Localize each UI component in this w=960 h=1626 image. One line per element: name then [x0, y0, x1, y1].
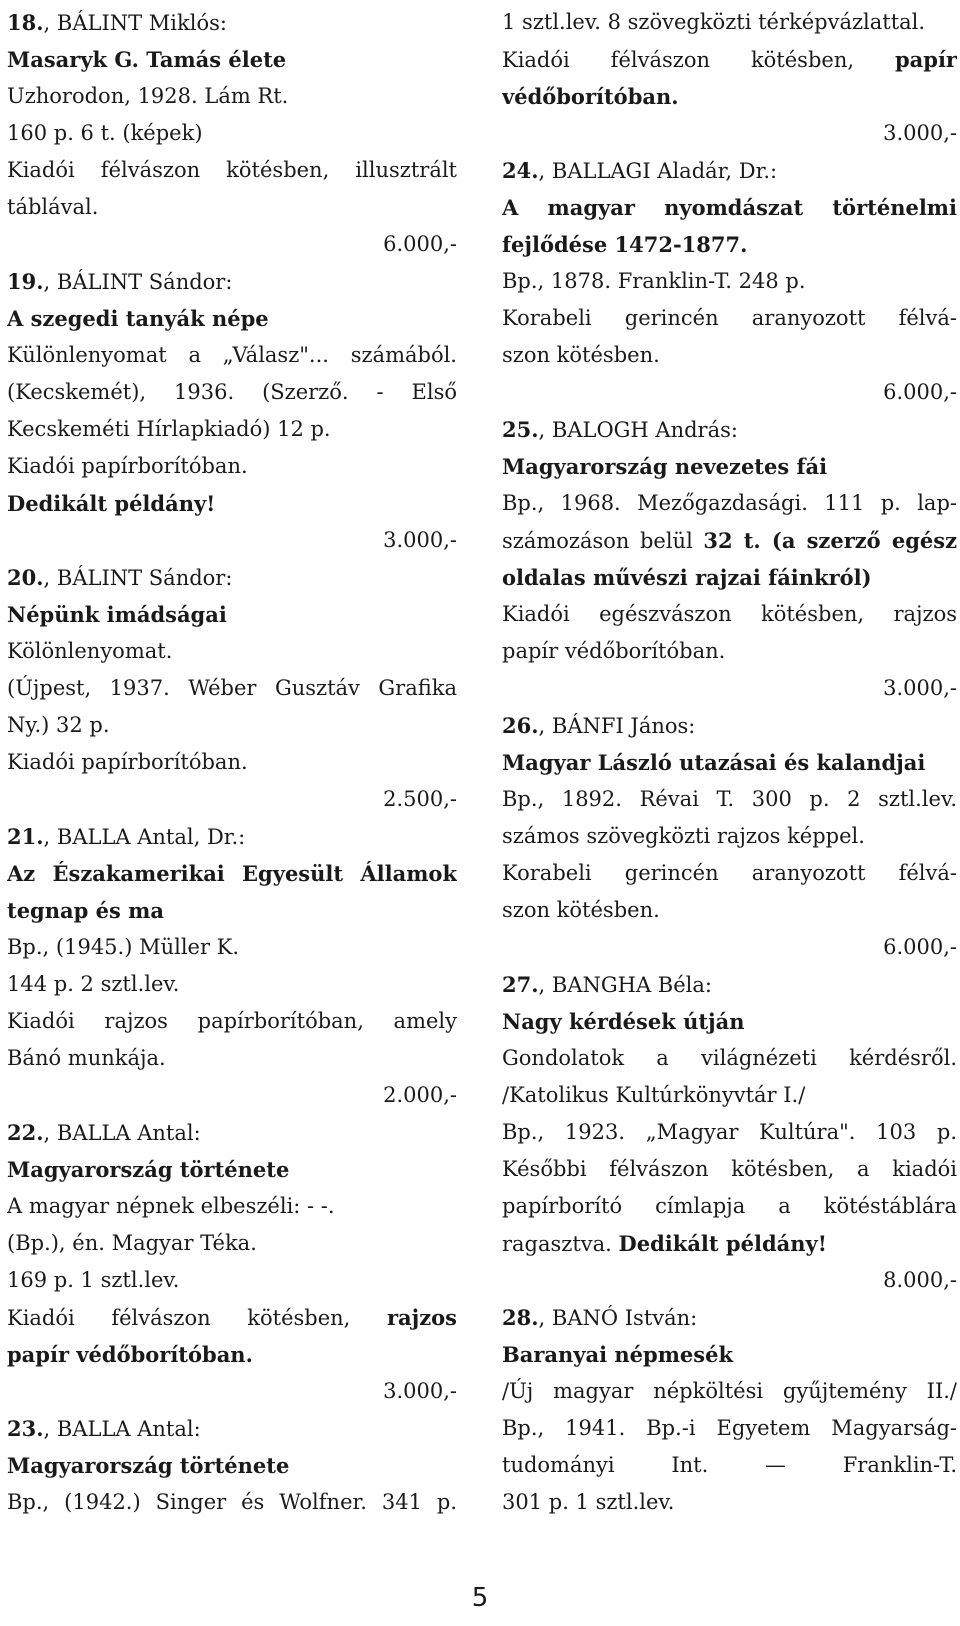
- entry-heading: [502, 411, 957, 448]
- entry-title-line: tegnap és ma: [7, 898, 164, 923]
- entry-text-line: (Bp.), én. Magyar Téka.: [7, 1231, 257, 1255]
- entry-text-line: (Kecskemét), 1936. (Szerző. - Első: [7, 380, 457, 404]
- entry-title-line: oldalas művészi rajzai fáinkról): [502, 565, 872, 590]
- entry-text-line: Különlenyomat a „Válasz"... számából.: [7, 343, 457, 367]
- entry-title-line: papír védőborítóban.: [7, 1342, 253, 1367]
- entry-text-line: 301 p. 1 sztl.lev.: [502, 1490, 675, 1514]
- entry-text-line: papír védőborítóban.: [502, 639, 726, 663]
- entry-title-line: Baranyai népmesék: [502, 1342, 734, 1367]
- entry-title-line: Nagy kérdések útján: [502, 1009, 745, 1034]
- entry-text-line: Későbbi félvászon kötésben, a kiadói: [502, 1157, 957, 1181]
- entry-text-line: Kiadói félvászon kötésben, illusztrált: [7, 158, 457, 182]
- entry-text-line: Kiadói rajzos papírborítóban, amely: [7, 1009, 457, 1033]
- entry-heading: [502, 1299, 957, 1336]
- entry-text-line: Kölönlenyomat.: [7, 639, 173, 663]
- entry-text-line: A magyar népnek elbeszéli: - -.: [7, 1194, 335, 1218]
- line-text-bold: Dedikált példány!: [618, 1231, 827, 1256]
- entry-text-line: Ny.) 32 p.: [7, 713, 110, 737]
- entry-title-line: Magyarország története: [7, 1157, 290, 1182]
- entry-author: , BÁNFI János:: [538, 714, 696, 738]
- entry-text-line: táblával.: [7, 195, 99, 219]
- entry-heading: [7, 1410, 457, 1447]
- entry-author: , BALLAGI Aladár, Dr.:: [538, 159, 778, 183]
- entry-text-line: Bp., 1923. „Magyar Kultúra". 103 p.: [502, 1120, 957, 1144]
- entry-number: 19.: [7, 269, 44, 294]
- entry-title-line: Magyarország története: [7, 1453, 290, 1478]
- line-text-bold: papír: [894, 47, 957, 72]
- entry-author: , BALLA Antal, Dr.:: [43, 825, 246, 849]
- entry-text-line: számos szövegközti rajzos képpel.: [502, 824, 865, 848]
- entry-text-line: Kiadói egészvászon kötésben, rajzos: [502, 602, 957, 626]
- entry-text-line: Bp., (1942.) Singer és Wolfner. 341 p.: [7, 1490, 457, 1514]
- line-text-bold: 32 t. (a szerző egész: [703, 528, 957, 553]
- line-text: számozáson belül: [502, 529, 704, 553]
- entry-title-line: Az Északamerikai Egyesült Államok: [7, 861, 457, 886]
- price: 3.000,-: [883, 121, 957, 145]
- entry-text-line: (Újpest, 1937. Wéber Gusztáv Grafika: [7, 676, 457, 700]
- entry-text-line: szon kötésben.: [502, 898, 660, 922]
- entry-heading: [502, 966, 957, 1003]
- entry-text-line: Bánó munkája.: [7, 1046, 166, 1070]
- entry-text-line: [7, 1299, 457, 1336]
- entry-text-line: Kecskeméti Hírlapkiadó) 12 p.: [7, 417, 331, 441]
- entry-heading: [7, 818, 457, 855]
- price: 2.000,-: [383, 1083, 457, 1107]
- entry-author: , BANÓ István:: [538, 1306, 698, 1330]
- entry-author: , BÁLINT Miklós:: [43, 11, 227, 35]
- entry-number: 28.: [502, 1305, 539, 1330]
- entry-title-line: Masaryk G. Tamás élete: [7, 47, 287, 72]
- price: 3.000,-: [383, 1379, 457, 1403]
- price: 3.000,-: [383, 528, 457, 552]
- entry-number: 21.: [7, 824, 44, 849]
- entry-heading: [7, 4, 457, 41]
- entry-text-line: 160 p. 6 t. (képek): [7, 121, 203, 145]
- entry-heading: [7, 559, 457, 596]
- entry-text-line: tudományi Int. — Franklin-T.: [502, 1453, 957, 1477]
- entry-text-line: 1 sztl.lev. 8 szövegközti térképvázlattal.: [502, 10, 926, 34]
- entry-text-line: [502, 41, 957, 78]
- entry-number: 18.: [7, 10, 44, 35]
- entry-text-line: /Új magyar népköltési gyűjtemény II./: [502, 1379, 957, 1403]
- entry-text-line: Bp., 1968. Mezőgazdasági. 111 p. lap-: [502, 491, 957, 515]
- entry-title-line: védőborítóban.: [502, 84, 679, 109]
- entry-text-line: Uzhorodon, 1928. Lám Rt.: [7, 84, 289, 108]
- entry-author: , BANGHA Béla:: [538, 973, 712, 997]
- price: 6.000,-: [883, 935, 957, 959]
- entry-number: 22.: [7, 1120, 44, 1145]
- entry-text-line: papírborító címlapja a kötéstáblára: [502, 1194, 957, 1218]
- entry-number: 26.: [502, 713, 539, 738]
- entry-number: 20.: [7, 565, 44, 590]
- line-text: Kiadói félvászon kötésben,: [7, 1306, 387, 1330]
- entry-number: 23.: [7, 1416, 44, 1441]
- entry-text-line: szon kötésben.: [502, 343, 660, 367]
- entry-number: 25.: [502, 417, 539, 442]
- entry-number: 27.: [502, 972, 539, 997]
- entry-text-line: [502, 1225, 957, 1262]
- entry-title-line: Magyar László utazásai és kalandjai: [502, 750, 926, 775]
- entry-text-line: [502, 522, 957, 559]
- entry-author: , BALOGH András:: [538, 418, 738, 442]
- entry-author: , BALLA Antal:: [43, 1121, 201, 1145]
- entry-text-line: Korabeli gerincén aranyozott félvá-: [502, 306, 957, 330]
- entry-number: 24.: [502, 158, 539, 183]
- entry-text-line: Bp., 1941. Bp.-i Egyetem Magyarság-: [502, 1416, 957, 1440]
- entry-title-line: Népünk imádságai: [7, 602, 227, 627]
- entry-title-line: fejlődése 1472-1877.: [502, 232, 748, 257]
- entry-title-line: Magyarország nevezetes fái: [502, 454, 828, 479]
- entry-text-line: 144 p. 2 sztl.lev.: [7, 972, 180, 996]
- entry-heading: [502, 707, 957, 744]
- entry-text-line: Bp., 1892. Révai T. 300 p. 2 sztl.lev.: [502, 787, 957, 811]
- catalog-column-right: [502, 4, 957, 1521]
- line-text: ragasztva.: [502, 1232, 619, 1256]
- entry-author: , BÁLINT Sándor:: [43, 270, 233, 294]
- entry-author: , BÁLINT Sándor:: [43, 566, 233, 590]
- entry-author: , BALLA Antal:: [43, 1417, 201, 1441]
- price: 3.000,-: [883, 676, 957, 700]
- entry-text-line: 169 p. 1 sztl.lev.: [7, 1268, 180, 1292]
- entry-heading: [7, 263, 457, 300]
- price: 8.000,-: [883, 1268, 957, 1292]
- line-text: Kiadói félvászon kötésben,: [502, 48, 895, 72]
- entry-text-line: Kiadói papírborítóban.: [7, 454, 248, 478]
- page-number: 5: [471, 1583, 489, 1613]
- entry-text-line: Bp., (1945.) Müller K.: [7, 935, 240, 959]
- entry-heading: [7, 1114, 457, 1151]
- entry-title-line: Dedikált példány!: [7, 491, 216, 516]
- price: 6.000,-: [383, 232, 457, 256]
- entry-text-line: Gondolatok a világnézeti kérdésről.: [502, 1046, 957, 1070]
- entry-text-line: /Katolikus Kultúrkönyvtár I./: [502, 1083, 806, 1107]
- entry-text-line: Korabeli gerincén aranyozott félvá-: [502, 861, 957, 885]
- entry-text-line: Bp., 1878. Franklin-T. 248 p.: [502, 269, 806, 293]
- line-text-bold: rajzos: [386, 1305, 457, 1330]
- catalog-column-left: [7, 4, 457, 1521]
- price: 2.500,-: [383, 787, 457, 811]
- entry-text-line: Kiadói papírborítóban.: [7, 750, 248, 774]
- price: 6.000,-: [883, 380, 957, 404]
- entry-title-line: A szegedi tanyák népe: [7, 306, 269, 331]
- entry-heading: [502, 152, 957, 189]
- entry-title-line: A magyar nyomdászat történelmi: [502, 195, 957, 220]
